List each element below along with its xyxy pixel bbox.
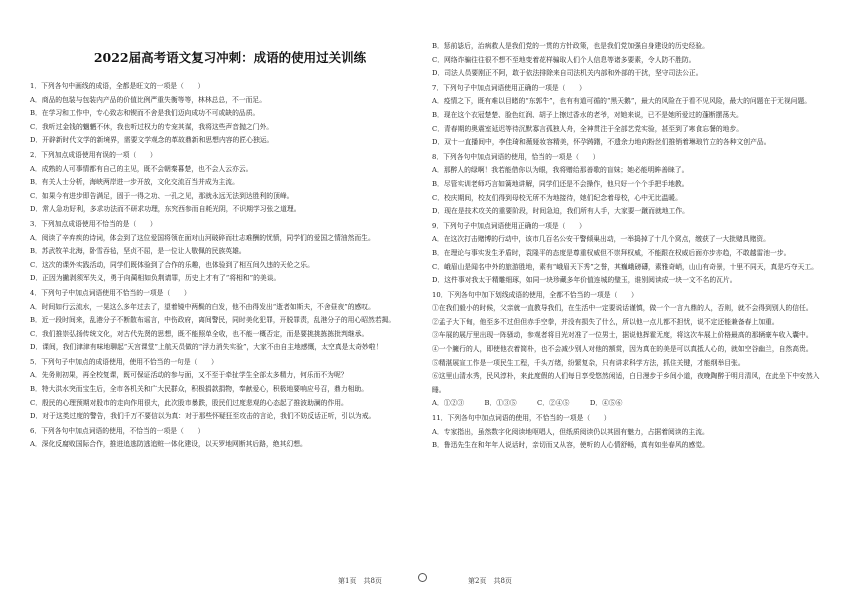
left-question-line: 1．下列各句中画线的成语，全都是旺文的一项是（ ） [30, 82, 205, 90]
right-question-line: ④一个臃行的人，即使他衣着简朴，也不会减少别人对他的额赏，因为真在的美是可以真抵人心的，就如空谷幽兰，自然高贵。 [432, 345, 813, 354]
right-question-line: ①在我们毅小的时候，父亲就一直教导我们，在生活中一定要说话谨慎，做一个一言九鼎的人，否则，就不会得到别人的信任。 [432, 304, 813, 313]
left-question-line: B．特大洪水突而宝生后，全市各机关和广大民群众，积极捐款捐物，奉献爱心，积极地要响应号召，鼎力相助。 [30, 385, 369, 394]
left-question-line: A．先务则初果，再全校复课，既可保证活动的参与面，又不至于牵扯学生全部太多精力，何乐而不为呢？ [30, 371, 348, 380]
left-question-line: A．深化反腐败国际合作，推进追逃防逃追赃一体化建设，以天罗地网断其后路，绝其幻想。 [30, 440, 307, 449]
right-question-line: ⑥这里山清水秀，民风淳朴，来此度假的人们每日享受悠然闲适，白日漫步于乡间小道，夜晚陶醉于明月清风，在此坐下中安然入睡。 [432, 372, 820, 394]
left-question-line: D．课间，我们津津有味地聊起“天宫课堂”上航天员做的“浮力消失实验”，大家不由自主地感慨，太空真是太奇妙啦！ [30, 343, 383, 352]
left-question-line: A．商品的包装与包装内产品的价值比例严重失衡等等，林林总总，不一而足。 [30, 95, 267, 104]
left-question-line: D．对于这类过度的警告，我们千万不要信以为真：对于那些怀疑狂至攻击的言论，我们不妨反话正听，引以为戒。 [30, 412, 376, 421]
right-question-line: 8．下列各句中加点词语的使用，恰当的一项是（ ） [432, 152, 600, 161]
divider-circle-icon [418, 573, 427, 582]
right-question-line: A．在这次打击赌博的行动中，该市几百名公安干警倾巢出动，一举捣掉了十几个窝点，缴获了一大批赌具赌资。 [432, 235, 770, 244]
right-question-line: C．校庆期间，校友们得到母校无所不为地接待，她们纪念着母校，心中无比温暖。 [432, 193, 682, 202]
right-question-line: D．这件事对我太于精雕细琢，如同一块珍藏多年价值连城的璧玉，谁别阅读成一块一文不名的瓦片。 [432, 276, 737, 285]
right-question-line: ③车展的展厅里出现一阵骚动，参观者将目光对准了一位男士，据说他挥霍无度，将这次车展上价格最高的那辆豪车收入囊中。 [432, 331, 813, 340]
left-question-line: B．在学习和工作中，专心致志和锲而不舍是我们迈向成功不可或缺的品质。 [30, 109, 260, 118]
right-question-line: D．双十一直播间中，李佳琦和薇娅妆容精美，怀孕踌躇，不遗余力地向粉丝们推销着琳琅竹立的各种文创产品。 [432, 138, 771, 147]
right-question-line: C．网络诈骗往往很不想不至地变着花样骗取人们个人信息等诸多要素，令人防不胜防。 [432, 55, 696, 64]
right-column [432, 0, 832, 453]
left-question-list [30, 80, 430, 452]
left-question-line: C．我们推崇弘扬传统文化，对古代先贤的思想，既不能照单全收，也不能一概否定，而是要挑挑拣拣批判继承。 [30, 329, 369, 338]
right-question-list [432, 40, 832, 453]
left-question-line: 4．下列句子中加点词语使用不恰当的一项是（ ） [30, 288, 191, 297]
document-title: 2022届高考语文复习冲刺：成语的使用过关训练 [93, 50, 367, 65]
right-question-line: A．那醉人的绿啊！我若能借你以为眼，我将赠给那善歌的盲妹；她必能明眸善睐了。 [432, 166, 689, 175]
right-question-line: 10．下列各句中加下划线成语的使用，全都不恰当的一项是（ ） [432, 290, 638, 299]
left-question-line: 2．下列加点成语使用有误的一项（ ） [30, 150, 157, 159]
left-question-line: B．有关人士分析，海峡两岸进一步开放，文化交流百当并成为主流。 [30, 178, 239, 187]
page-number-2: 第2页 共8页 [468, 577, 512, 585]
right-question-line: B．尽管实训老师巧言如簧地讲解，同学们还是不会操作，他只好一个个手把手地教。 [432, 179, 689, 188]
left-question-line: B．苏武牧羊北海，卧雪吞毡，坚贞不屈，是一位让人敬佩的民族英雄。 [30, 247, 246, 256]
left-question-line: 5．下列句子中加点的成语使用，使用不恰当的一句是（ ） [30, 357, 218, 366]
right-question-line: B．鲁迅先生在和年年人说话时，亲切而又从容，使听的人心情舒畅，真有如坐春风的感觉。 [432, 441, 709, 450]
left-question-line: A．时间如行云流水，一晃这么多年过去了，望着镜中两鬓的白发，他不由得发出“逝者如斯夫，不舍昼夜”的感叹。 [30, 302, 375, 311]
page-number-1: 第1页 共8页 [338, 577, 382, 585]
right-question-line: B．惩前毖后，治病救人是我们党的一贯的方针政策，也是我们党加强自身建设的历史经验。 [432, 42, 709, 50]
left-question-line: 6．下列各句中加点词语的使用，不恰当的一项是（ ） [30, 426, 205, 435]
left-question-line: B．近一段时间来，乱港分子不断散布谣言，中伤政府，离间警民，同时美化犯罪，开脱罪责，乱港分子的用心昭然若揭。 [30, 316, 396, 325]
left-question-line: C．殷民的心理预期对股市的走向作用很大，此次股市暴跌，股民们过度悲观的心态起了推波助澜的作用。 [30, 398, 348, 407]
right-question-line: A．①②③ B．①③⑤ C．②④⑤ D．④⑤⑥ [432, 399, 623, 408]
left-question-line: A．阅读了辛弃疾的诗词，体会到了这位爱国将领在面对山河破碎而壮志难酬的忧愤，同学们的爱国之情油然而生。 [30, 233, 375, 242]
left-question-line: C．我听过金钱的魍魉不休，我也听过权力的专宠其谋，我将这些声音抛之门外。 [30, 122, 274, 131]
right-question-line: D．司法人员要刚正不阿，敢于依法排除来自司法机关内部和外部的干扰，坚守司法公正。 [432, 69, 703, 78]
left-column [30, 0, 430, 452]
right-question-line: A．专家指出，虽然数字化阅读地呕唱人，但纸质阅读仍以其固有魅力，占据着阅读的主流。 [432, 427, 709, 436]
right-question-line: A．疫情之下，既有难以目睹的“东郭牛”，也有有道可循的“黑天鹅”，最大的风险在于看不见风险，最大的问题在于无视问题。 [432, 97, 812, 106]
right-question-line: ⑤精湛展宣工作是一项民生工程，千头万绪，纷繁复杂，只有讲求科学方法，抓住关键，才能纲举目张。 [432, 358, 745, 367]
right-question-line: 11．下列各句中加点词语的使用，不恰当的一项是（ ） [432, 414, 611, 423]
left-question-line: D．开辟新时代文学的新境界，需要文学观念的革故鼎新和思想内容的匠心独运。 [30, 136, 274, 145]
left-question-line: C．如果今有进步即告满足，固于一得之功、一孔之见，那就永远无法到达胜利的顶峰。 [30, 191, 294, 200]
right-question-line: ②孟子大下甸，他至多不过但但赤手空拳，并没有损失了什么，所以他一点儿都不担忧，说不定还能兼备春上加重。 [432, 317, 779, 326]
left-question-line: D．常人急功好利，多求功法而不研求功理，东究西参而自耗光阴，不识期学习张之道理。 [30, 205, 301, 214]
left-question-line: 3．下列加点成语使用不恰当的是（ ） [30, 219, 157, 228]
right-question-line: B．在理论与事实发生矛盾时，袁隆平的态度是尊重权威但不崇拜权威，不能跟在权威后面亦步亦趋，不敢越雷池一步。 [432, 248, 791, 257]
right-question-line: C．峨眉山是闻名中外的旅游胜地，素有“峨眉天下秀”之誉，其巍峨磅礴，素雅奇峭，山山有奇景，十里不同天，真是巧夺天工。 [432, 262, 818, 271]
right-question-line: C．青春期的奥震室延迟等待沉默寡言孤独人舟，全神贯注于全部艺党实验，甚至到了寒食忘餐的地步。 [432, 124, 744, 133]
right-question-line: D．现在是技术攻关的重要阶段，时间急迫，我们所有人手，大家要一蹴而就地工作。 [432, 207, 689, 216]
left-question-line: C．这次的课外实践活动，同学们既体验到了合作的乐趣，也体验到了相互间久违的天伦之乐。 [30, 260, 314, 269]
right-question-line: B．现在这个衣冠楚楚、脸色红润、胡子上擦过香水的老爷，对她来说，已不是她所爱过的蓬断摆荡夫。 [432, 110, 743, 119]
right-question-line: 7．下列句子中加点词语使用正确的一项是（ ） [432, 83, 586, 92]
left-question-line: A．成熟的人可事情都有自己的主见，既不会朝秦暮楚，也不会人云亦云。 [30, 164, 253, 173]
right-question-line: 9．下列句子中加点词语使用正确的一项是（ ） [432, 221, 586, 230]
left-question-line: D．正因为撇剥须军失义，勇于向蔺相如负荆请罪，历史上才有了“将相和”的美谈。 [30, 274, 281, 283]
